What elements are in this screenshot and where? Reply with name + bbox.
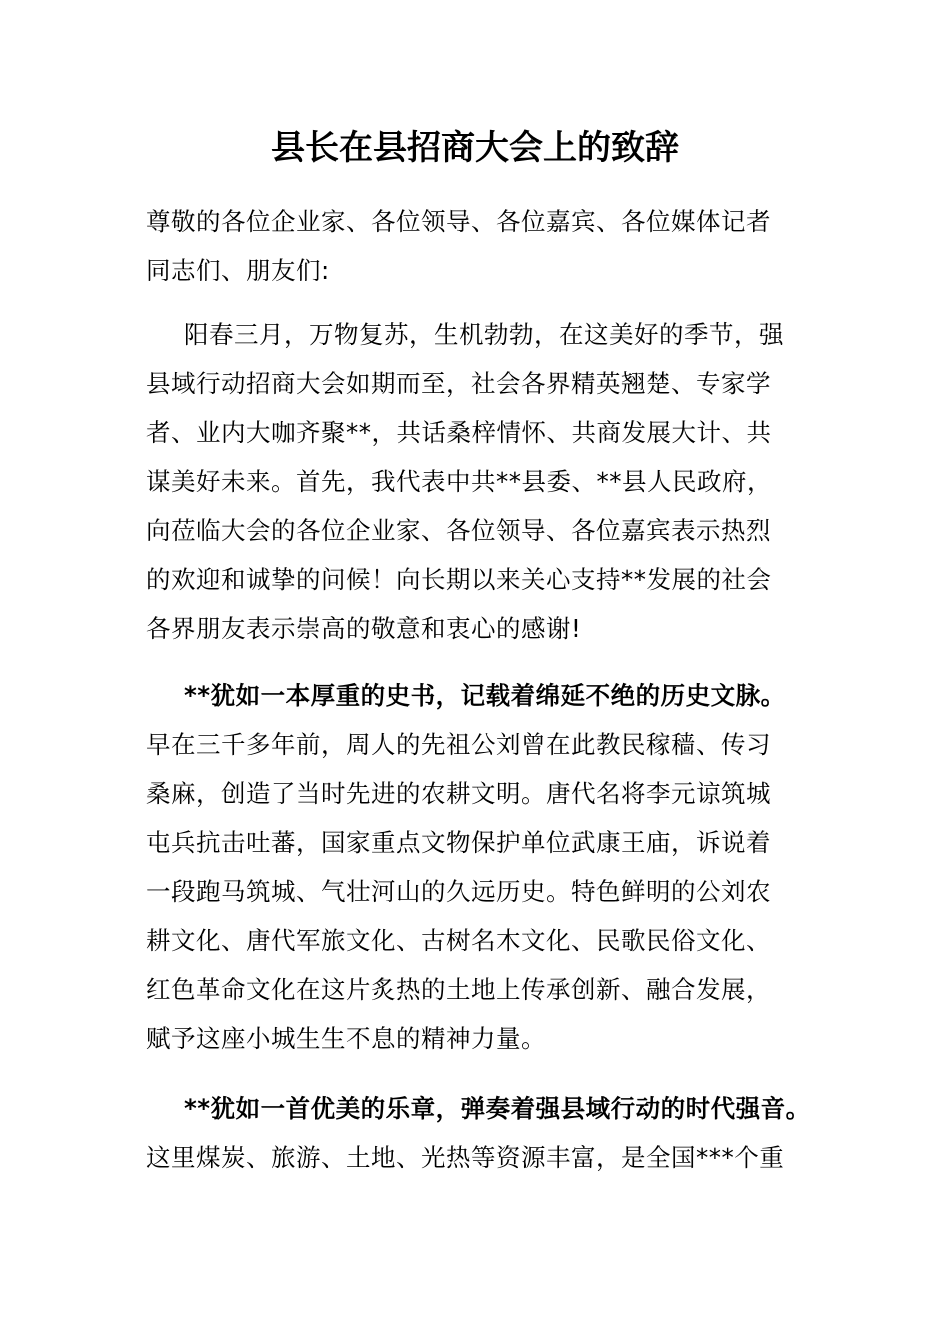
paragraph-line: 向莅临大会的各位企业家、各位领导、各位嘉宾表示热烈 — [146, 516, 771, 545]
paragraph-heading: **犹如一首优美的乐章，弹奏着强县域行动的时代强音。 — [184, 1094, 811, 1123]
paragraph-line: 早在三千多年前，周人的先祖公刘曾在此教民稼穑、传习 — [146, 730, 771, 759]
paragraph-line: 谋美好未来。首先，我代表中共**县委、**县人民政府， — [146, 467, 772, 496]
paragraph-line: 一段跑马筑城、气壮河山的久远历史。特色鲜明的公刘农 — [146, 877, 771, 906]
paragraph-line: 赋予这座小城生生不息的精神力量。 — [146, 1024, 546, 1053]
paragraph-heading: **犹如一本厚重的史书，记载着绵延不绝的历史文脉。 — [184, 681, 786, 710]
paragraph-history — [146, 671, 826, 1063]
paragraph-line: 桑麻，创造了当时先进的农耕文明。唐代名将李元谅筑城 — [146, 779, 771, 808]
salutation-line: 尊敬的各位企业家、各位领导、各位嘉宾、各位媒体记者 — [146, 207, 771, 236]
salutation-line: 同志们、朋友们: — [146, 256, 330, 285]
paragraph-line: 者、业内大咖齐聚**，共话桑梓情怀、共商发展大计、共 — [146, 418, 772, 447]
paragraph-welcome — [146, 310, 826, 653]
paragraph-line: 县域行动招商大会如期而至，社会各界精英翘楚、专家学 — [146, 369, 771, 398]
paragraph-development — [146, 1084, 826, 1182]
paragraph-line: 的欢迎和诚挚的问候！向长期以来关心支持**发展的社会 — [146, 565, 772, 594]
paragraph-line: 阳春三月，万物复苏，生机勃勃，在这美好的季节，强 — [184, 320, 784, 349]
paragraph-line: 这里煤炭、旅游、土地、光热等资源丰富，是全国***个重 — [146, 1143, 785, 1172]
paragraph-line: 耕文化、唐代军旅文化、古树名木文化、民歌民俗文化、 — [146, 926, 771, 955]
paragraph-line: 各界朋友表示崇高的敬意和衷心的感谢! — [146, 614, 582, 643]
salutation — [146, 197, 826, 295]
paragraph-line: 屯兵抗击吐蕃，国家重点文物保护单位武康王庙，诉说着 — [146, 828, 771, 857]
paragraph-line: 红色革命文化在这片炙热的土地上传承创新、融合发展， — [146, 975, 771, 1004]
document-title: 县长在县招商大会上的致辞 — [271, 128, 679, 168]
